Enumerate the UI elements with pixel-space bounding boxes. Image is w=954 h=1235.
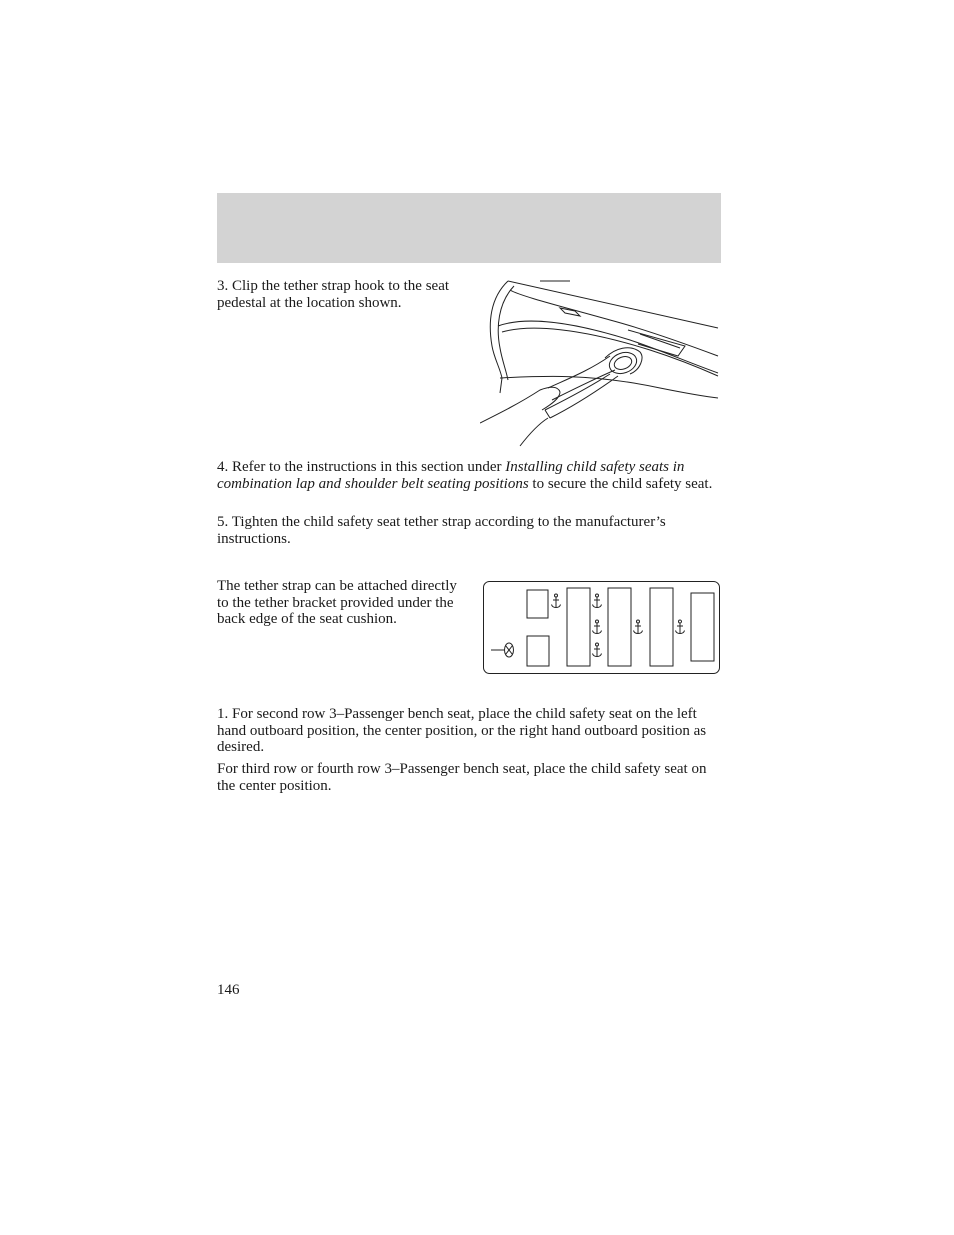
third-row-bench	[608, 588, 631, 666]
seating-position-diagram	[483, 581, 721, 675]
driver-seat	[527, 636, 549, 666]
anchor-icon	[593, 594, 602, 608]
step-4-prefix: 4. Refer to the instructions in this section under	[217, 459, 506, 475]
second-row-instruction: 1. For second row 3–Passenger bench seat, place the child safety seat on the left hand outboard position, the center position, or the right hand outboard position as desired.	[217, 706, 707, 755]
vehicle-outline	[484, 582, 720, 674]
step-4-suffix: to secure the child safety seat.	[528, 475, 713, 492]
second-row-bench	[567, 588, 590, 666]
anchor-icon	[593, 620, 602, 634]
tether-hook-illustration	[480, 278, 721, 448]
page-number: 146	[217, 982, 240, 998]
fourth-row-bench	[650, 588, 673, 666]
step-5-text: 5. Tighten the child safety seat tether strap according to the manufacturer’s instructions.	[217, 514, 666, 547]
step-4-italic-reference: Installing child safety seats in combination lap and shoulder belt seating positions	[217, 459, 685, 492]
anchor-icon	[593, 643, 602, 657]
rear-seat	[691, 593, 714, 661]
steering-wheel-icon	[491, 643, 514, 657]
third-fourth-row-instruction: For third row or fourth row 3–Passenger bench seat, place the child safety seat on the center position.	[217, 761, 707, 794]
anchor-icon	[676, 620, 685, 634]
tether-note-text: The tether strap can be attached directly to the tether bracket provided under the back edge of the seat cushion.	[217, 578, 457, 627]
section-header-band	[217, 193, 721, 263]
front-passenger-seat	[527, 590, 548, 618]
step-3-text: 3. Clip the tether strap hook to the seat pedestal at the location shown.	[217, 278, 450, 311]
step-4-text	[217, 459, 722, 492]
anchor-icon	[552, 594, 561, 608]
anchor-icon	[634, 620, 643, 634]
